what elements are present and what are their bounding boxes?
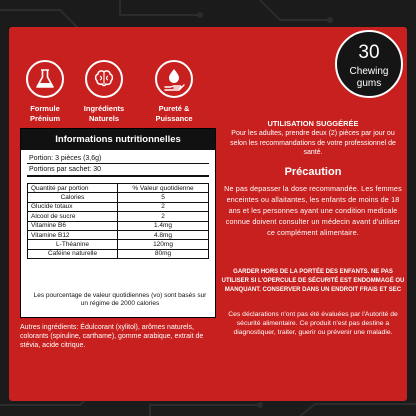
feature-label-ingredients: Ingrédients Naturels [83, 104, 125, 123]
safety-warning: GARDER HORS DE LA PORTÉE DES ENFANTS. NE PAS UTILISER SI L'OPERCULE DE SÉCURITÉ EST ENDOMMAGÉ OU MANQUANT. CONSERVER DANS UN ENDROIT FRAIS ET SEC [221, 269, 405, 293]
portion-size: Portion: 3 pièces (3,6g) [29, 155, 102, 162]
portions-per-pack: Portions par sachet: 30 [29, 166, 101, 173]
brain-icon [85, 60, 123, 98]
precaution-text: Ne pas depasser la dose recommandée. Les femmes enceintes ou allaitantes, les enfants de moins de 18 ans et les personnes ayant une condition medicale connue doivent consulter un médecin avant d'utiliser ce complément alimentaire. [224, 184, 402, 237]
table-row: Calories 5 [28, 193, 209, 202]
ingredients-text: Autres ingrédients: Édulcorant (xylitol), arômes naturels, colorants (spiruline, carthame), gomme arabique, extrait de stévia, acide citrique. [20, 324, 204, 349]
badge-text: Chewing gums [349, 66, 389, 89]
feature-label-purity: Pureté & Puissance [155, 104, 193, 123]
regulatory-declaration: Ces déclarations n'ont pas été évaluées par l'Autorité de sécurité alimentaire. Ce produit n'est pas destine a diagnostiquer, traiter, guerir ou prévenir une maladie. [228, 311, 398, 336]
column-header-quantity: Quantité par portion [28, 184, 118, 193]
usage-text: Pour les adultes, prendre deux (2) pièces par jour ou selon les recommandations de votre professionnel de santé. [230, 130, 396, 157]
table-row: Vitamine B12 4.8mg [28, 230, 209, 239]
nutrition-title: Informations nutritionnelles [21, 129, 215, 150]
table-row: Caféine naturelle 80mg [28, 249, 209, 258]
table-row: Glucide totaux 2 [28, 202, 209, 211]
column-header-daily-value: % Valeur quotidienne [118, 184, 209, 193]
feature-label-formula: Formule Prénium [29, 104, 60, 123]
table-row: Vitamine B6 1.4mg [28, 221, 209, 230]
divider [27, 163, 209, 164]
table-header-row [28, 184, 209, 193]
droplet-hand-icon [155, 60, 193, 98]
table-row: Alcool de sucre 2 [28, 212, 209, 221]
count-badge [335, 30, 403, 98]
usage-title: UTILISATION SUGGÉRÉE [267, 119, 359, 128]
nutrient-table [27, 183, 209, 259]
divider [27, 175, 209, 177]
precaution-title: Précaution [284, 166, 342, 178]
flask-icon [26, 60, 64, 98]
nutrition-facts-table [20, 128, 216, 318]
nutrition-footnote: Les pourcentage de valeur quotidiennes (vo) sont basés sur un régime de 2000 calories [33, 292, 207, 307]
table-row: L-Théanine 120mg [28, 240, 209, 249]
badge-count: 30 [358, 42, 380, 63]
